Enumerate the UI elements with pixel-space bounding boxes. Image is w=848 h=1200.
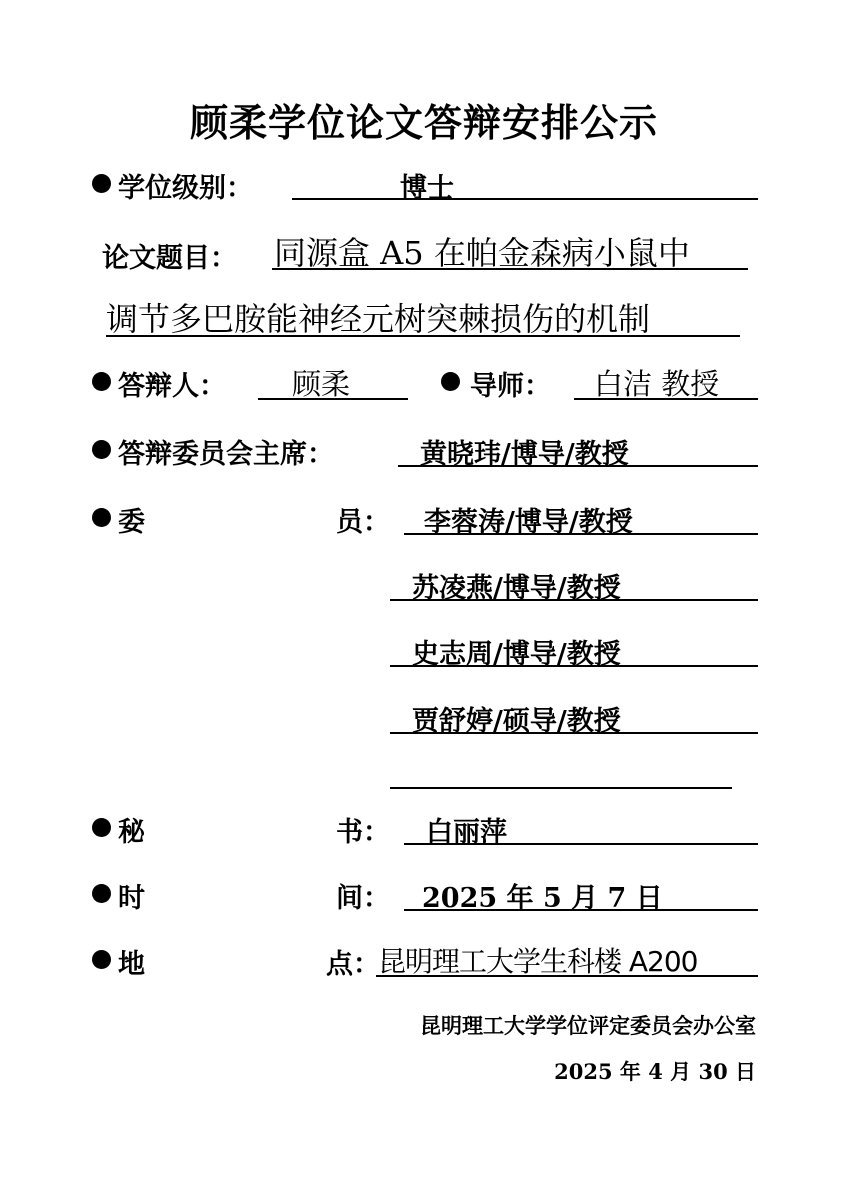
bullet-icon <box>92 372 111 391</box>
place-label-right: 点： <box>326 949 380 980</box>
member-item: 贾舒婷/硕导/教授 <box>412 706 621 737</box>
bullet-icon <box>92 818 111 837</box>
member-underline <box>404 533 758 535</box>
secretary-underline <box>404 843 758 845</box>
defender-value: 顾柔 <box>292 367 351 401</box>
members-label-right: 员： <box>336 507 390 538</box>
bullet-icon <box>92 508 111 527</box>
degree-value: 博士 <box>400 173 454 204</box>
bullet-icon <box>92 884 111 903</box>
thesis-underline-1 <box>272 268 748 270</box>
degree-label: 学位级别： <box>118 173 253 204</box>
secretary-label-right: 书： <box>336 817 390 848</box>
place-underline <box>376 975 758 977</box>
member-underline <box>390 732 758 734</box>
degree-underline <box>292 198 758 200</box>
bullet-icon <box>92 440 111 459</box>
bullet-icon <box>92 174 111 193</box>
advisor-underline <box>574 398 758 400</box>
defender-underline <box>258 398 408 400</box>
issuer-org: 昆明理工大学学位评定委员会办公室 <box>420 1013 756 1038</box>
page-title: 顾柔学位论文答辩安排公示 <box>189 100 658 145</box>
chair-underline <box>398 465 758 467</box>
advisor-label: 导师： <box>470 371 551 402</box>
members-label-left: 委 <box>118 507 145 538</box>
place-label-left: 地 <box>118 949 145 980</box>
time-value: 2025 年 5 月 7 日 <box>422 883 663 914</box>
secretary-value: 白丽萍 <box>426 817 507 848</box>
member-item: 史志周/博导/教授 <box>412 639 621 670</box>
time-label-left: 时 <box>118 883 145 914</box>
thesis-label: 论文题目： <box>102 243 237 274</box>
member-underline-empty <box>390 787 732 789</box>
time-underline <box>404 909 758 911</box>
thesis-title-line1: 同源盒 A5 在帕金森病小鼠中 <box>274 234 690 272</box>
issue-date: 2025 年 4 月 30 日 <box>554 1059 756 1084</box>
thesis-underline-2 <box>106 335 740 337</box>
bullet-icon <box>441 372 460 391</box>
thesis-title-line2: 调节多巴胺能神经元树突棘损伤的机制 <box>106 300 651 338</box>
member-underline <box>390 599 758 601</box>
secretary-label-left: 秘 <box>118 817 145 848</box>
member-item: 苏凌燕/博导/教授 <box>412 573 621 604</box>
time-label-right: 间： <box>336 883 390 914</box>
chair-value: 黄晓玮/博导/教授 <box>420 439 629 470</box>
advisor-value: 白洁 教授 <box>594 367 720 401</box>
defender-label: 答辩人： <box>118 371 226 402</box>
member-underline <box>390 665 758 667</box>
chair-label: 答辩委员会主席： <box>118 439 334 470</box>
member-item: 李蓉涛/博导/教授 <box>424 507 633 538</box>
place-value: 昆明理工大学生科楼 A200 <box>378 945 698 978</box>
bullet-icon <box>92 950 111 969</box>
